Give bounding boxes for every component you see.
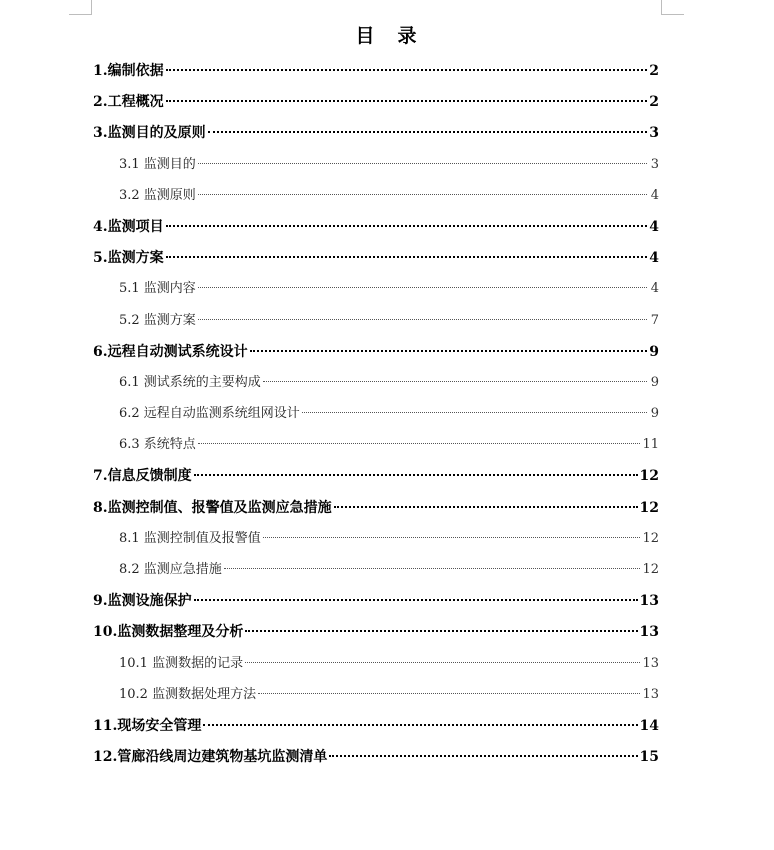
- toc-dot-leader: [208, 131, 647, 133]
- toc-page-number: 9: [649, 343, 659, 360]
- toc-entry-text: 10.2 监测数据处理方法: [119, 686, 257, 702]
- toc-dot-leader: [203, 724, 637, 726]
- toc-page-number: 4: [650, 281, 659, 297]
- toc-entry-text: 11.现场安全管理: [93, 717, 202, 734]
- toc-page-number: 12: [642, 562, 659, 577]
- toc-dot-leader: [166, 69, 647, 71]
- toc-page-number: 15: [639, 749, 659, 766]
- toc-entry[interactable]: [93, 401, 659, 432]
- toc-entry[interactable]: [93, 308, 659, 339]
- toc-page-number: 4: [650, 187, 659, 203]
- toc-dot-leader: [166, 100, 647, 102]
- toc-entry[interactable]: [93, 495, 659, 526]
- toc-dot-leader: [258, 693, 640, 694]
- toc-dot-leader: [198, 163, 647, 164]
- toc-dot-leader: [245, 630, 637, 632]
- toc-entry[interactable]: [93, 432, 659, 463]
- toc-entry-text: 7.信息反馈制度: [93, 468, 192, 485]
- page-corner-mark-top-right: [661, 0, 684, 15]
- toc-entry[interactable]: [93, 588, 659, 619]
- toc-entry-text: 6.2 远程自动监测系统组网设计: [119, 406, 300, 422]
- toc-dot-leader: [263, 537, 641, 538]
- toc-page-number: 12: [642, 530, 659, 546]
- toc-dot-leader: [198, 287, 647, 288]
- toc-entry[interactable]: [93, 120, 659, 151]
- toc-page-number: 9: [650, 374, 659, 390]
- toc-page-number: 3: [650, 156, 659, 172]
- toc-entry[interactable]: [93, 339, 659, 370]
- toc-entry-text: 8.1 监测控制值及报警值: [119, 530, 261, 546]
- toc-page-number: 4: [649, 250, 659, 267]
- toc-entry[interactable]: [93, 89, 659, 120]
- toc-entry-text: 1.编制依据: [93, 63, 164, 79]
- toc-page-number: 11: [642, 437, 659, 453]
- toc-entry-text: 5.监测方案: [93, 250, 164, 267]
- toc-page-number: 13: [642, 655, 659, 671]
- toc-entry-text: 12.管廊沿线周边建筑物基坑监测清单: [93, 749, 328, 766]
- toc-entry-text: 3.2 监测原则: [119, 187, 196, 203]
- toc-page-number: 9: [650, 406, 659, 422]
- toc-entry[interactable]: [93, 557, 659, 588]
- toc-page-number: 12: [639, 468, 659, 485]
- toc-entry-text: 4.监测项目: [93, 218, 164, 235]
- toc-entry[interactable]: [93, 619, 659, 650]
- toc-entry[interactable]: [93, 744, 659, 775]
- toc-entry[interactable]: [93, 713, 659, 744]
- toc-page-number: 12: [639, 499, 659, 516]
- toc-dot-leader: [263, 381, 647, 382]
- toc-entry-text: 6.远程自动测试系统设计: [93, 343, 248, 360]
- toc-entry[interactable]: [93, 370, 659, 401]
- toc-dot-leader: [302, 412, 647, 413]
- toc-entry-text: 3.监测目的及原则: [93, 125, 206, 142]
- toc-entry[interactable]: [93, 245, 659, 276]
- toc-entry[interactable]: [93, 183, 659, 214]
- toc-entry-text: 9.监测设施保护: [93, 593, 192, 610]
- toc-entry-text: 5.1 监测内容: [119, 281, 196, 297]
- toc-dot-leader: [198, 319, 647, 320]
- toc-entry[interactable]: [93, 526, 659, 557]
- toc-dot-leader: [166, 256, 647, 258]
- toc-dot-leader: [245, 662, 640, 663]
- toc-dot-leader: [250, 350, 647, 352]
- toc-dot-leader: [224, 568, 641, 569]
- toc-entry[interactable]: [93, 276, 659, 307]
- toc-entry[interactable]: [93, 651, 659, 682]
- toc-dot-leader: [329, 755, 637, 757]
- toc-entry-text: 6.3 系统特点: [119, 437, 196, 453]
- toc-page-number: 13: [642, 686, 659, 702]
- toc-entry-text: 8.2 监测应急措施: [119, 562, 222, 577]
- toc-entry-text: 10.1 监测数据的记录: [119, 655, 244, 671]
- toc-dot-leader: [198, 194, 647, 195]
- page-corner-mark-top-left: [69, 0, 92, 15]
- toc-entry[interactable]: [93, 58, 659, 89]
- toc-dot-leader: [194, 599, 638, 601]
- toc-page-number: 3: [649, 125, 659, 142]
- toc-page-number: 7: [650, 312, 659, 328]
- toc-entry[interactable]: [93, 152, 659, 183]
- toc-entry[interactable]: [93, 682, 659, 713]
- toc-page-number: 4: [649, 218, 659, 235]
- toc-dot-leader: [198, 443, 641, 444]
- toc-title: 目 录: [355, 25, 419, 47]
- toc-entry-text: 5.2 监测方案: [119, 312, 196, 328]
- toc-entry[interactable]: [93, 463, 659, 494]
- toc-page-number: 2: [649, 94, 659, 111]
- toc-entry-text: 6.1 测试系统的主要构成: [119, 374, 261, 390]
- toc-entry-text: 2.工程概况: [93, 94, 164, 111]
- toc-page-number: 13: [639, 624, 659, 641]
- toc-page-number: 14: [639, 717, 659, 734]
- toc-page-number: 13: [639, 593, 659, 610]
- toc-entry-text: 10.监测数据整理及分析: [93, 624, 244, 641]
- toc-dot-leader: [334, 506, 638, 508]
- toc-dot-leader: [194, 474, 638, 476]
- toc-entry[interactable]: [93, 214, 659, 245]
- toc-dot-leader: [166, 225, 647, 227]
- table-of-contents: [93, 58, 659, 775]
- toc-page-number: 2: [649, 63, 659, 79]
- toc-entry-text: 8.监测控制值、报警值及监测应急措施: [93, 499, 332, 516]
- toc-entry-text: 3.1 监测目的: [119, 156, 196, 172]
